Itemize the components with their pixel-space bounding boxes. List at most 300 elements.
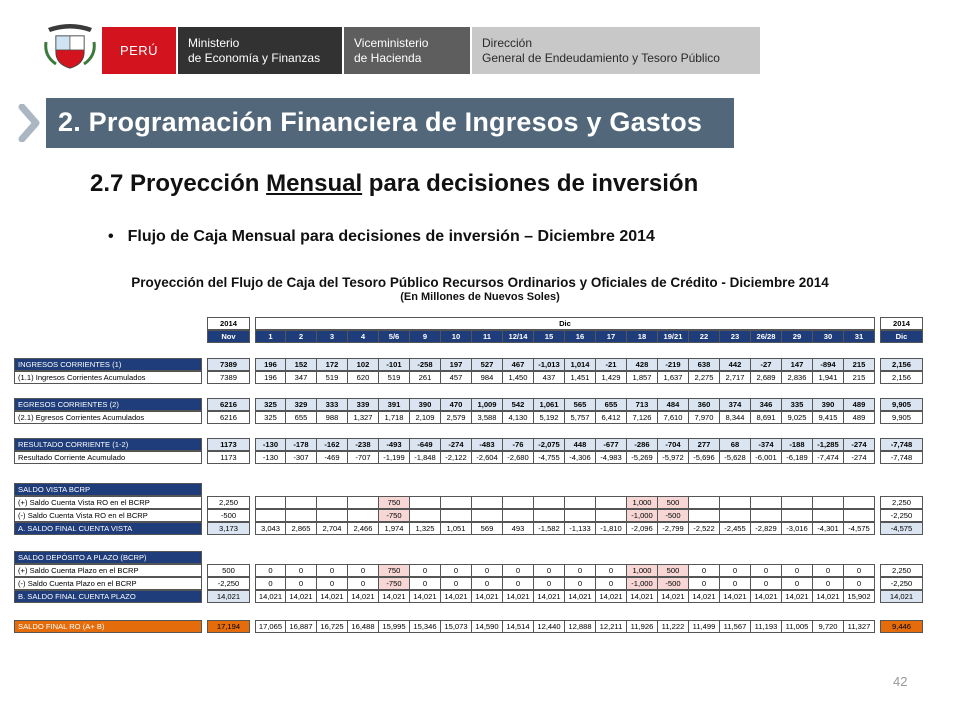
day-cell: 0 (472, 564, 503, 577)
day-cell (720, 496, 751, 509)
day-cell: -750 (379, 577, 410, 590)
day-cell: 9,025 (782, 411, 813, 424)
day-cell: -130 (255, 438, 286, 451)
day-cell: 11,193 (751, 620, 782, 633)
ministry-line-2: de Economía y Finanzas (188, 51, 321, 65)
day-cell: 347 (286, 371, 317, 384)
day-cell: 1,450 (503, 371, 534, 384)
total-cell: 2,156 (880, 358, 923, 371)
day-cell: 2,689 (751, 371, 782, 384)
day-cell: -1,848 (410, 451, 441, 464)
day-cell: 620 (348, 371, 379, 384)
direction-line-1: Dirección (482, 36, 533, 50)
day-cell: 0 (255, 577, 286, 590)
day-cell: 15,995 (379, 620, 410, 633)
section-title-bar (46, 98, 734, 148)
day-cell (441, 509, 472, 522)
day-cell: 750 (379, 496, 410, 509)
day-cell: -7,474 (813, 451, 844, 464)
day-cell: -2,799 (658, 522, 689, 535)
nov-cell: 7389 (207, 358, 250, 371)
day-cell: 14,021 (689, 590, 720, 603)
day-cell: 14,021 (658, 590, 689, 603)
day-cell (503, 509, 534, 522)
row-label: (-) Saldo Cuenta Vista RO en el BCRP (14, 509, 202, 522)
nov-cell: 3,173 (207, 522, 250, 535)
table-title (0, 276, 960, 304)
day-cell: -1,000 (627, 577, 658, 590)
day-cell: 1,061 (534, 398, 565, 411)
day-cell: -27 (751, 358, 782, 371)
day-cell: -2,096 (627, 522, 658, 535)
day-cell: 14,021 (348, 590, 379, 603)
day-cell: 14,021 (410, 590, 441, 603)
day-cell: 4 (348, 330, 379, 343)
day-cell: -4,306 (565, 451, 596, 464)
day-cell: 0 (317, 577, 348, 590)
day-cell: 14,021 (286, 590, 317, 603)
day-cell: 0 (813, 577, 844, 590)
section-title: 2. Programación Financiera de Ingresos y Gastos (58, 107, 703, 137)
day-cell (410, 496, 441, 509)
row-spacer (14, 317, 202, 330)
day-cell: 172 (317, 358, 348, 371)
day-cell: -2,604 (472, 451, 503, 464)
day-cell: 1,718 (379, 411, 410, 424)
subtitle-underlined: Mensual (266, 170, 363, 197)
plazo-title-row (14, 551, 207, 564)
day-cell (565, 509, 596, 522)
day-cell: 2,704 (317, 522, 348, 535)
day-cell: -483 (472, 438, 503, 451)
day-cell: 4,130 (503, 411, 534, 424)
day-cell: -130 (255, 451, 286, 464)
chevron-right-icon (16, 104, 42, 142)
day-cell: 0 (410, 564, 441, 577)
table-row (14, 496, 923, 509)
table-subtitle: (En Millones de Nuevos Soles) (400, 291, 560, 303)
day-cell: 1,451 (565, 371, 596, 384)
vista-title-row (14, 483, 207, 496)
day-cell: -101 (379, 358, 410, 371)
day-cell: 360 (689, 398, 720, 411)
day-cell: 565 (565, 398, 596, 411)
table-row (14, 620, 923, 633)
day-cell: 3,043 (255, 522, 286, 535)
day-cell: -21 (596, 358, 627, 371)
day-cell: -750 (379, 509, 410, 522)
row-label: (-) Saldo Cuenta Plazo en el BCRP (14, 577, 202, 590)
day-cell: 0 (689, 577, 720, 590)
ministry-block (178, 27, 342, 74)
day-cell: 1,000 (627, 564, 658, 577)
day-cell: 14,021 (317, 590, 348, 603)
day-cell (348, 509, 379, 522)
day-cell: 655 (596, 398, 627, 411)
row-label: INGRESOS CORRIENTES (1) (14, 358, 202, 371)
day-cell: -5,696 (689, 451, 720, 464)
day-cell: 7,610 (658, 411, 689, 424)
total-cell: 2,156 (880, 371, 923, 384)
day-cell: 152 (286, 358, 317, 371)
table-row (14, 438, 923, 451)
ministry-line-1: Ministerio (188, 36, 240, 50)
day-cell: 16 (565, 330, 596, 343)
day-cell: 0 (472, 577, 503, 590)
day-cell: 1,857 (627, 371, 658, 384)
day-cell: 0 (317, 564, 348, 577)
day-cell: 18 (627, 330, 658, 343)
day-cell: 0 (844, 577, 875, 590)
day-cell: 0 (348, 564, 379, 577)
day-cell: 30 (813, 330, 844, 343)
row-label: (+) Saldo Cuenta Vista RO en el BCRP (14, 496, 202, 509)
day-cell: 16,725 (317, 620, 348, 633)
day-cell (534, 496, 565, 509)
day-cell: 0 (844, 564, 875, 577)
day-cell (844, 496, 875, 509)
day-cell: 428 (627, 358, 658, 371)
day-cell: 2,109 (410, 411, 441, 424)
day-cell: 527 (472, 358, 503, 371)
row-label: RESULTADO CORRIENTE (1-2) (14, 438, 202, 451)
day-cell: 8,344 (720, 411, 751, 424)
day-cell: 11,005 (782, 620, 813, 633)
day-cell: 1,009 (472, 398, 503, 411)
day-cell: 197 (441, 358, 472, 371)
day-cell: 3 (317, 330, 348, 343)
day-cell: -2,075 (534, 438, 565, 451)
day-cell: 14,021 (813, 590, 844, 603)
day-cell: 5/6 (379, 330, 410, 343)
day-cell (255, 509, 286, 522)
total-cell: -2,250 (880, 509, 923, 522)
table-row (14, 564, 923, 577)
day-cell (844, 509, 875, 522)
total-cell: -4,575 (880, 522, 923, 535)
day-cell: 68 (720, 438, 751, 451)
viceministry-block (344, 27, 470, 74)
nov-cell: 6216 (207, 398, 250, 411)
day-cell: -286 (627, 438, 658, 451)
day-cell (689, 496, 720, 509)
day-cell: -4,301 (813, 522, 844, 535)
day-cell: -1,133 (565, 522, 596, 535)
day-cell: 0 (751, 577, 782, 590)
day-cell: 0 (751, 564, 782, 577)
day-cell: -258 (410, 358, 441, 371)
header-row-year (14, 317, 923, 330)
day-cell: -707 (348, 451, 379, 464)
day-cell: 196 (255, 371, 286, 384)
day-cell: -188 (782, 438, 813, 451)
day-cell: -6,001 (751, 451, 782, 464)
row-label: EGRESOS CORRIENTES (2) (14, 398, 202, 411)
day-cell (286, 509, 317, 522)
header-row-days (14, 330, 923, 343)
row-label: SALDO FINAL RO (A+ B) (14, 620, 202, 633)
day-cell: 0 (410, 577, 441, 590)
day-cell: 215 (844, 371, 875, 384)
table-row (14, 577, 923, 590)
day-cell: 11,499 (689, 620, 720, 633)
day-cell: -1,285 (813, 438, 844, 451)
day-cell: -1,810 (596, 522, 627, 535)
day-cell: 0 (565, 564, 596, 577)
day-cell: 147 (782, 358, 813, 371)
day-cell: 1,014 (565, 358, 596, 371)
day-cell: 15,346 (410, 620, 441, 633)
row-label: A. SALDO FINAL CUENTA VISTA (14, 522, 202, 535)
day-cell: 0 (720, 577, 751, 590)
day-cell: -238 (348, 438, 379, 451)
peru-coat-of-arms-logo (42, 22, 98, 72)
day-cell: 15 (534, 330, 565, 343)
day-cell (596, 509, 627, 522)
total-cell: 9,905 (880, 411, 923, 424)
day-cell: 1,051 (441, 522, 472, 535)
day-cell: 457 (441, 371, 472, 384)
day-cell: 6,412 (596, 411, 627, 424)
day-cell: 31 (844, 330, 875, 343)
day-cell: 16,887 (286, 620, 317, 633)
day-cell: 14,514 (503, 620, 534, 633)
day-cell: 261 (410, 371, 441, 384)
day-cell: 12/14 (503, 330, 534, 343)
day-cell: 0 (534, 564, 565, 577)
day-cell: 325 (255, 411, 286, 424)
day-cell: -1,013 (534, 358, 565, 371)
year-left-header: 2014 (207, 317, 250, 330)
day-cell: 437 (534, 371, 565, 384)
day-cell: 390 (410, 398, 441, 411)
day-cell: 14,021 (503, 590, 534, 603)
day-cell: 448 (565, 438, 596, 451)
day-cell: -76 (503, 438, 534, 451)
day-cell: 5,757 (565, 411, 596, 424)
day-cell: 2,275 (689, 371, 720, 384)
day-cell (534, 509, 565, 522)
day-cell: 390 (813, 398, 844, 411)
nov-cell: -500 (207, 509, 250, 522)
day-cell: -4,575 (844, 522, 875, 535)
day-cell: 542 (503, 398, 534, 411)
row-label: B. SALDO FINAL CUENTA PLAZO (14, 590, 202, 603)
table-row (14, 509, 923, 522)
day-cell: 713 (627, 398, 658, 411)
nov-cell: 500 (207, 564, 250, 577)
day-cell: 12,440 (534, 620, 565, 633)
day-cell: -274 (844, 438, 875, 451)
nov-cell: 17,194 (207, 620, 250, 633)
bullet-text: Flujo de Caja Mensual para decisiones de inversión – Diciembre 2014 (127, 228, 655, 245)
day-cell: 19/21 (658, 330, 689, 343)
day-cell: 14,021 (720, 590, 751, 603)
day-cell: 9 (410, 330, 441, 343)
day-cell (286, 496, 317, 509)
subtitle (90, 170, 698, 198)
day-cell: 102 (348, 358, 379, 371)
day-cell: 1,429 (596, 371, 627, 384)
total-cell: -7,748 (880, 438, 923, 451)
day-cell: -894 (813, 358, 844, 371)
day-cell: 14,021 (782, 590, 813, 603)
day-cell: 14,590 (472, 620, 503, 633)
day-cell: -500 (658, 577, 689, 590)
day-cell: 519 (379, 371, 410, 384)
day-cell: -307 (286, 451, 317, 464)
day-cell: 0 (565, 577, 596, 590)
day-cell (317, 509, 348, 522)
day-cell: -6,189 (782, 451, 813, 464)
day-cell (348, 496, 379, 509)
day-cell (255, 496, 286, 509)
day-cell: -219 (658, 358, 689, 371)
day-cell: -2,829 (751, 522, 782, 535)
bullet-item (108, 228, 655, 246)
day-cell: 2 (286, 330, 317, 343)
day-cell (472, 509, 503, 522)
day-cell: 0 (286, 577, 317, 590)
day-cell: 1,941 (813, 371, 844, 384)
day-cell: -1,199 (379, 451, 410, 464)
day-cell: 12,888 (565, 620, 596, 633)
day-cell: 0 (813, 564, 844, 577)
day-cell: 1,974 (379, 522, 410, 535)
day-cell: 333 (317, 398, 348, 411)
table-row (14, 522, 923, 535)
day-cell: -2,455 (720, 522, 751, 535)
day-cell: 14,021 (472, 590, 503, 603)
day-cell: 374 (720, 398, 751, 411)
day-cell (782, 509, 813, 522)
day-cell (689, 509, 720, 522)
day-cell: 2,865 (286, 522, 317, 535)
day-cell: 8,691 (751, 411, 782, 424)
day-cell: 26/28 (751, 330, 782, 343)
day-cell: -274 (844, 451, 875, 464)
day-cell: 22 (689, 330, 720, 343)
day-cell: -1,000 (627, 509, 658, 522)
day-cell: 29 (782, 330, 813, 343)
viceministry-line-2: de Hacienda (354, 51, 422, 65)
day-cell: -178 (286, 438, 317, 451)
day-cell: 0 (441, 564, 472, 577)
day-cell: 489 (844, 411, 875, 424)
nov-cell: -2,250 (207, 577, 250, 590)
day-cell: 339 (348, 398, 379, 411)
day-cell (813, 496, 844, 509)
day-cell (813, 509, 844, 522)
day-cell: 9,415 (813, 411, 844, 424)
day-cell: 500 (658, 496, 689, 509)
day-cell: 0 (596, 564, 627, 577)
day-cell (472, 496, 503, 509)
row-label: Resultado Corriente Acumulado (14, 451, 202, 464)
day-cell (565, 496, 596, 509)
year-right-header: 2014 (880, 317, 923, 330)
day-cell: -5,628 (720, 451, 751, 464)
day-cell: 2,466 (348, 522, 379, 535)
month-group-header: Dic (255, 317, 875, 330)
day-cell: 14,021 (534, 590, 565, 603)
total-cell: 2,250 (880, 564, 923, 577)
row-label: SALDO VISTA BCRP (14, 483, 202, 496)
day-cell: -4,983 (596, 451, 627, 464)
day-cell: 329 (286, 398, 317, 411)
day-cell: -704 (658, 438, 689, 451)
day-cell: 17 (596, 330, 627, 343)
day-cell: -2,122 (441, 451, 472, 464)
bullet-dot-icon: • (108, 228, 114, 245)
day-cell (751, 509, 782, 522)
nov-cell: 6216 (207, 411, 250, 424)
direction-block (472, 27, 760, 74)
total-cell: -2,250 (880, 577, 923, 590)
row-label: (1.1) Ingresos Corrientes Acumulados (14, 371, 202, 384)
day-cell: -1,582 (534, 522, 565, 535)
day-cell: 7,126 (627, 411, 658, 424)
day-cell: 16,488 (348, 620, 379, 633)
day-cell: 14,021 (255, 590, 286, 603)
day-cell: 750 (379, 564, 410, 577)
total-cell: 9,905 (880, 398, 923, 411)
day-cell: -493 (379, 438, 410, 451)
day-cell: 0 (596, 577, 627, 590)
day-cell: 484 (658, 398, 689, 411)
viceministry-line-1: Viceministerio (354, 36, 429, 50)
day-cell: -2,680 (503, 451, 534, 464)
day-cell: 0 (441, 577, 472, 590)
day-cell: 14,021 (596, 590, 627, 603)
day-cell: 442 (720, 358, 751, 371)
day-cell: 215 (844, 358, 875, 371)
page-number: 42 (893, 674, 908, 689)
day-cell: 0 (255, 564, 286, 577)
day-cell: 470 (441, 398, 472, 411)
total-cell: Dic (880, 330, 923, 343)
day-cell: 3,588 (472, 411, 503, 424)
day-cell: 1 (255, 330, 286, 343)
row-label: (2.1) Egresos Corrientes Acumulados (14, 411, 202, 424)
day-cell: 467 (503, 358, 534, 371)
day-cell: 569 (472, 522, 503, 535)
day-cell: 15,902 (844, 590, 875, 603)
day-cell: 11,567 (720, 620, 751, 633)
day-cell: 17,065 (255, 620, 286, 633)
day-cell (503, 496, 534, 509)
nov-cell: 14,021 (207, 590, 250, 603)
day-cell: 335 (782, 398, 813, 411)
day-cell (782, 496, 813, 509)
day-cell: 196 (255, 358, 286, 371)
total-cell: 14,021 (880, 590, 923, 603)
day-cell: -677 (596, 438, 627, 451)
day-cell: -5,972 (658, 451, 689, 464)
day-cell: 500 (658, 564, 689, 577)
day-cell: -4,755 (534, 451, 565, 464)
day-cell: 0 (534, 577, 565, 590)
day-cell: 1,000 (627, 496, 658, 509)
day-cell: 14,021 (751, 590, 782, 603)
total-cell: 9,446 (880, 620, 923, 633)
day-cell: 277 (689, 438, 720, 451)
nov-cell: Nov (207, 330, 250, 343)
nov-cell: 7389 (207, 371, 250, 384)
day-cell: 493 (503, 522, 534, 535)
subtitle-prefix: 2.7 Proyección (90, 170, 267, 197)
day-cell: 2,579 (441, 411, 472, 424)
